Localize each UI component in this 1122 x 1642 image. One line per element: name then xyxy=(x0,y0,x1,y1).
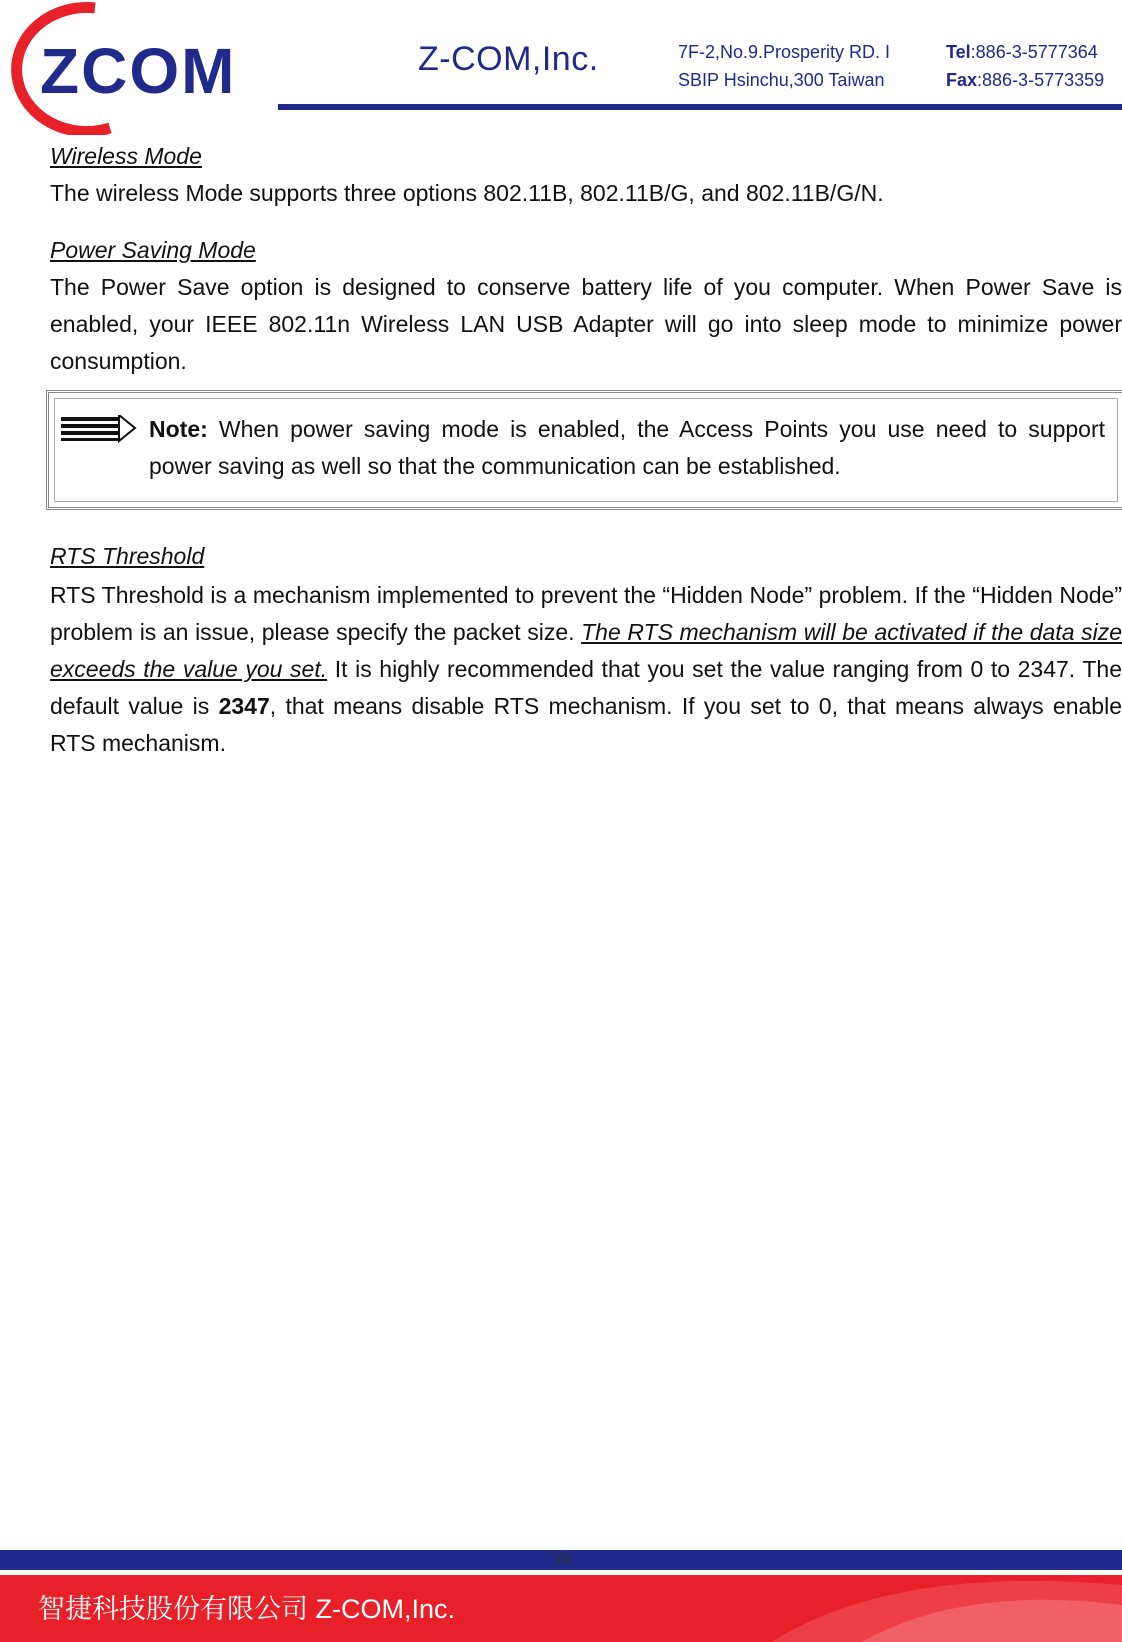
footer-red-band xyxy=(0,1575,1122,1642)
note-body: When power saving mode is enabled, the Access Points you use need to support power saving as well so that the communication can be established. xyxy=(149,416,1105,479)
power-saving-heading: Power Saving Mode xyxy=(50,237,256,263)
note-label: Note: xyxy=(149,416,208,442)
tel-line xyxy=(946,38,1104,66)
rts-threshold-heading: RTS Threshold xyxy=(50,543,205,569)
tel-value: :886-3-5777364 xyxy=(970,42,1098,62)
page-number: 39 xyxy=(552,1549,570,1568)
footer-company-text: 智捷科技股份有限公司 Z-COM,Inc. xyxy=(38,1594,455,1624)
footer-swoosh-graphic xyxy=(742,1575,1122,1642)
address-line-1: 7F-2,No.9.Prosperity RD. I xyxy=(678,42,891,62)
company-name: Z-COM,Inc. xyxy=(418,40,599,78)
rts-text-part1: RTS Threshold is a mechanism implemented to prevent the “Hidden Node” problem. If the “Hidden Node” problem is an issue, please specify the packet size. xyxy=(50,582,1122,645)
svg-text:ZCOM: ZCOM xyxy=(40,35,237,107)
note-box xyxy=(46,390,1122,510)
rts-text-part3: , that means disable RTS mechanism. If you set to 0, that means always enable RTS mechanism. xyxy=(50,693,1122,756)
fax-label: Fax xyxy=(946,70,978,90)
rts-threshold-text xyxy=(50,577,1122,762)
rts-text-part2: It is highly recommended that you set the value ranging from 0 to 2347. The default value is xyxy=(50,656,1122,719)
tel-label: Tel xyxy=(946,42,971,62)
power-saving-text: The Power Save option is designed to conserve battery life of you computer. When Power Save is enabled, your IEEE 802.11n Wireless LAN USB Adapter will go into sleep mode to minimize power consumption. xyxy=(50,274,1122,374)
rts-default-value: 2347 xyxy=(218,693,270,719)
rts-emphasis: The RTS mechanism will be activated if the data size exceeds the value you set. xyxy=(50,619,1122,682)
fax-line xyxy=(946,66,1104,94)
note-arrow-icon xyxy=(61,415,137,443)
wireless-mode-text: The wireless Mode supports three options 802.11B, 802.11B/G, and 802.11B/G/N. xyxy=(50,180,884,206)
company-contact xyxy=(946,38,1104,94)
zcom-logo xyxy=(0,0,280,135)
header-divider xyxy=(278,104,1122,110)
company-address xyxy=(678,38,890,94)
fax-value: :886-3-5773359 xyxy=(977,70,1105,90)
note-text xyxy=(149,411,1105,485)
page-content xyxy=(50,138,1122,762)
page-footer xyxy=(0,1545,1122,1642)
address-line-2: SBIP Hsinchu,300 Taiwan xyxy=(678,70,885,90)
page-header xyxy=(0,0,1122,120)
wireless-mode-heading: Wireless Mode xyxy=(50,143,202,169)
